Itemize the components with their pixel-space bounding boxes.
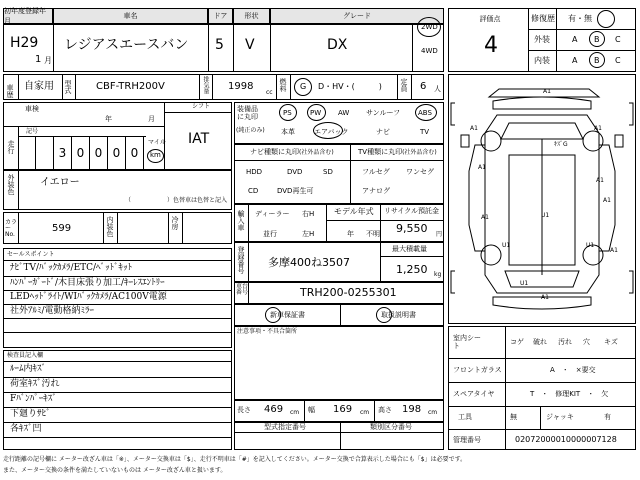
interior-opt-a: A bbox=[572, 56, 578, 65]
mgmt-label: 管理番号 bbox=[453, 436, 481, 444]
selling-point-1: ﾅﾋﾞTV/ﾊﾞｯｸｶﾒﾗ/ETC/ﾍﾞｯﾄﾞｷｯﾄ bbox=[10, 263, 133, 273]
navi-header: ナビ種類に丸印(社外品含む) bbox=[250, 148, 334, 156]
room-item-kizu: キズ bbox=[604, 338, 618, 346]
color-value: イエロー bbox=[40, 177, 80, 188]
interior-opt-c: C bbox=[615, 56, 621, 65]
damage-label-1: A1 bbox=[543, 88, 551, 95]
selling-point-2: ﾊﾝﾊﾟｰｶﾞｰﾄﾞ/木目床張り加工/ｷｰﾚｽｴﾝﾄﾘｰ bbox=[10, 278, 165, 288]
exterior-opt-a: A bbox=[572, 35, 578, 44]
model-label: 型式 bbox=[64, 80, 72, 94]
category-label: 車歴 bbox=[6, 84, 14, 98]
car-name-value: レジアスエースバン bbox=[64, 37, 189, 53]
score-header: 評価点 bbox=[470, 12, 510, 26]
glass-label: フロントガラス bbox=[453, 366, 502, 374]
exterior-label: 外装 bbox=[534, 35, 550, 44]
drive-circled: 2WD bbox=[421, 23, 438, 31]
room-item-yabure: 破れ bbox=[533, 338, 547, 346]
inspector-note-4: 下廻りｻﾋﾞ bbox=[10, 409, 51, 419]
equipment-header: 装備品に丸印 bbox=[237, 105, 258, 121]
navi-sd: SD bbox=[323, 168, 333, 176]
damage-label-14: ｷｽﾞG bbox=[554, 141, 568, 148]
equip-tv: TV bbox=[420, 128, 430, 136]
score-value: 4 bbox=[484, 33, 498, 58]
import-label: 輸入車 bbox=[237, 210, 245, 231]
damage-label-13: A1 bbox=[610, 247, 618, 254]
damage-label-9: U1 bbox=[502, 242, 511, 249]
selling-point-4: 社外ｱﾙﾐ/電動格納ﾐﾗｰ bbox=[10, 306, 95, 316]
mileage-label: 走行 bbox=[7, 140, 15, 154]
mileage-digit: 3 bbox=[54, 136, 72, 170]
height-label: 高さ bbox=[378, 406, 392, 414]
mileage-digit: 0 bbox=[90, 136, 108, 170]
footer-line-2: また、メーター交換の条件を満たしていないものは メーター改ざん車と扱います。 bbox=[3, 467, 227, 474]
height-unit: cm bbox=[428, 409, 438, 416]
spare-label: スペアタイヤ bbox=[453, 390, 495, 398]
length-unit: cm bbox=[290, 409, 300, 416]
capacity-value: 6 bbox=[420, 81, 427, 92]
height-value: 198 bbox=[402, 404, 422, 415]
length-value: 469 bbox=[264, 404, 284, 415]
mileage-digit bbox=[36, 136, 54, 170]
interior-label: 内装 bbox=[534, 56, 550, 65]
jack-label: ジャッキ bbox=[546, 413, 574, 421]
import-left: 左H bbox=[302, 230, 315, 238]
tools-label: 工具 bbox=[458, 413, 472, 421]
damage-label-10: U1 bbox=[586, 242, 595, 249]
spare-options: T ・ 修理KIT ・ 欠 bbox=[530, 390, 609, 398]
door-value: 5 bbox=[215, 37, 224, 53]
mileage-digits-label: 記号 bbox=[26, 128, 39, 135]
color-no-value: 599 bbox=[52, 223, 72, 234]
inspector-note-1: ﾙｰﾑ内ｷｽﾞ bbox=[10, 364, 47, 374]
selling-points-header: セールスポイント bbox=[7, 251, 55, 258]
selling-point-3: LEDﾍｯﾄﾞﾗｲﾄ/WIﾊﾞｯｸｶﾒﾗ/AC100V電源 bbox=[10, 292, 167, 302]
navi-hdd: HDD bbox=[246, 168, 263, 176]
capacity-label: 定員 bbox=[400, 78, 408, 92]
footer-line-1: 走行距離の記号欄に メーター改ざん車は「※」、メーター交換車は「$」、走行不明車は「#」を記入してください。メーター交換で合算表示した場合にも「$」は必要です。 bbox=[3, 456, 467, 463]
exterior-opt-c: C bbox=[615, 35, 621, 44]
capacity-unit: 人 bbox=[434, 85, 441, 93]
color-note: （ ）色替車は色替と記入 bbox=[125, 197, 228, 204]
width-label: 幅 bbox=[308, 406, 315, 414]
inspector-notes-header: 検査員記入欄 bbox=[7, 352, 44, 359]
max-load-header: 最大積載量 bbox=[392, 245, 427, 253]
equip-aw: AW bbox=[338, 109, 350, 117]
equip-abs: ABS bbox=[418, 109, 432, 117]
length-label: 長さ bbox=[237, 406, 251, 414]
room-item-yogore: 汚れ bbox=[558, 338, 572, 346]
damage-label-2: A1 bbox=[470, 125, 478, 132]
max-load-unit: kg bbox=[434, 271, 442, 278]
model-year-year: 年 bbox=[347, 230, 354, 238]
recycle-unit: 円 bbox=[436, 231, 443, 238]
chassis-label: 車台番号 bbox=[236, 283, 249, 296]
mileage-unit-top: マイル bbox=[148, 139, 166, 146]
inspection-header: 車検 bbox=[25, 105, 39, 113]
damage-label-3: A1 bbox=[594, 125, 602, 132]
inspection-month: 月 bbox=[148, 115, 155, 123]
damage-label-5: A1 bbox=[596, 177, 604, 184]
navi-dvd: DVD bbox=[287, 168, 303, 176]
new-warranty: 新車保証書 bbox=[270, 311, 305, 319]
mgmt-value: 02072000010000007128 bbox=[515, 435, 617, 444]
tools-value: 無 bbox=[510, 413, 517, 421]
color-block bbox=[3, 170, 232, 210]
grade-header: グレード bbox=[270, 8, 444, 24]
mileage-unit-circled: km bbox=[150, 151, 161, 159]
interior-color-label: 内装色 bbox=[106, 216, 114, 237]
mileage-digit: 0 bbox=[126, 136, 144, 170]
tv-oneseg: ワンセグ bbox=[406, 168, 434, 176]
mileage-digit bbox=[18, 136, 36, 170]
damage-label-11: U1 bbox=[520, 280, 529, 287]
equip-ps: PS bbox=[283, 109, 292, 117]
drive-other: 4WD bbox=[421, 47, 438, 55]
damage-label-7: A1 bbox=[603, 197, 611, 204]
door-header: ドア bbox=[208, 8, 233, 24]
registration-label: 登録番号 bbox=[237, 246, 245, 274]
shift-header: シフト bbox=[192, 103, 211, 110]
recycle-value: 9,550 bbox=[396, 222, 428, 235]
color-no-label: カラーNo. bbox=[5, 219, 18, 238]
category-value: 自家用 bbox=[24, 81, 54, 92]
equip-navi: ナビ bbox=[376, 128, 390, 136]
equipment-sub: (純正のみ) bbox=[236, 127, 265, 134]
shift-value: IAT bbox=[188, 131, 210, 147]
notes-block bbox=[234, 326, 444, 400]
tv-fullseg: フルセグ bbox=[362, 168, 390, 176]
inspector-note-5: 各ｷｽﾞ凹 bbox=[10, 424, 42, 434]
equip-leather: 本革 bbox=[281, 128, 295, 136]
width-value: 169 bbox=[333, 404, 353, 415]
cold-label: 冷房 bbox=[171, 216, 179, 230]
owners-manual: 取扱説明書 bbox=[381, 311, 416, 319]
equip-pw: PW bbox=[310, 109, 322, 117]
model-value: CBF-TRH200V bbox=[96, 81, 165, 92]
model-year-header: モデル年式 bbox=[334, 207, 374, 216]
import-right: 右H bbox=[302, 210, 315, 218]
mileage-digit: 0 bbox=[72, 136, 90, 170]
chassis-value: TRH200-0255301 bbox=[300, 286, 397, 299]
fuel-circled: G bbox=[300, 82, 307, 91]
max-load-value: 1,250 bbox=[396, 263, 428, 276]
navi-dvd-play: DVD再生可 bbox=[277, 187, 314, 195]
damage-label-12: A1 bbox=[541, 294, 549, 301]
notes-header: 注意事項・不具合箇所 bbox=[237, 328, 298, 335]
navi-cd: CD bbox=[248, 187, 259, 195]
damage-label-6: A1 bbox=[481, 214, 489, 221]
import-parallel: 並行 bbox=[263, 230, 277, 238]
car-name-header: 車名 bbox=[53, 8, 208, 24]
shape-header: 形状 bbox=[233, 8, 270, 24]
inspector-note-3: Fﾊﾞﾝﾊﾟｰｷｽﾞ bbox=[10, 394, 57, 404]
damage-label-8: U1 bbox=[541, 212, 550, 219]
first-reg-month-unit: 月 bbox=[44, 56, 52, 65]
first-reg-header: 初年度登録年月 bbox=[3, 8, 53, 24]
repair-options: 有・無 bbox=[568, 14, 592, 23]
inspection-year: 年 bbox=[105, 115, 112, 123]
jack-value: 有 bbox=[604, 413, 611, 421]
displacement-unit: cc bbox=[266, 89, 273, 96]
glass-options: A ・ ×要交 bbox=[550, 366, 596, 374]
displacement-value: 1998 bbox=[228, 81, 254, 92]
grade-value: DX bbox=[327, 37, 348, 53]
room-item-ana: 穴 bbox=[583, 338, 590, 346]
tv-header: TV種類に丸印(社外品含む) bbox=[358, 148, 437, 156]
damage-label-4: A1 bbox=[478, 164, 486, 171]
model-year-unknown: 不明 bbox=[366, 230, 380, 238]
fuel-options: D・HV・( ) bbox=[318, 82, 382, 91]
width-unit: cm bbox=[360, 409, 370, 416]
first-reg-month: 1 bbox=[35, 54, 42, 65]
inspector-note-2: 荷室ｷｽﾞ汚れ bbox=[10, 379, 60, 389]
repair-label: 修復歴 bbox=[531, 14, 555, 23]
import-dealer: ディーラー bbox=[255, 210, 290, 218]
shape-value: V bbox=[245, 37, 255, 53]
displacement-label: 排気量 bbox=[202, 76, 209, 94]
tv-analog: アナログ bbox=[362, 187, 390, 195]
room-item-koge: コゲ bbox=[510, 338, 524, 346]
mileage-digit: 0 bbox=[108, 136, 126, 170]
equip-airbag: エアバック bbox=[314, 128, 349, 136]
fuel-label: 燃料 bbox=[279, 78, 287, 92]
interior-opt-b: B bbox=[594, 56, 600, 65]
equip-sunroof: サンルーフ bbox=[366, 109, 401, 117]
exterior-opt-b: B bbox=[594, 35, 600, 44]
recycle-header: リサイクル預託金 bbox=[384, 207, 440, 215]
room-seat-label: 室内シート bbox=[453, 334, 481, 351]
first-reg-year: H29 bbox=[10, 35, 39, 51]
class-label: 類別区分番号 bbox=[370, 423, 412, 431]
color-label: 外装色 bbox=[7, 174, 15, 195]
type-label: 型式指定番号 bbox=[264, 423, 306, 431]
registration-value: 多摩400ね3507 bbox=[268, 256, 350, 269]
